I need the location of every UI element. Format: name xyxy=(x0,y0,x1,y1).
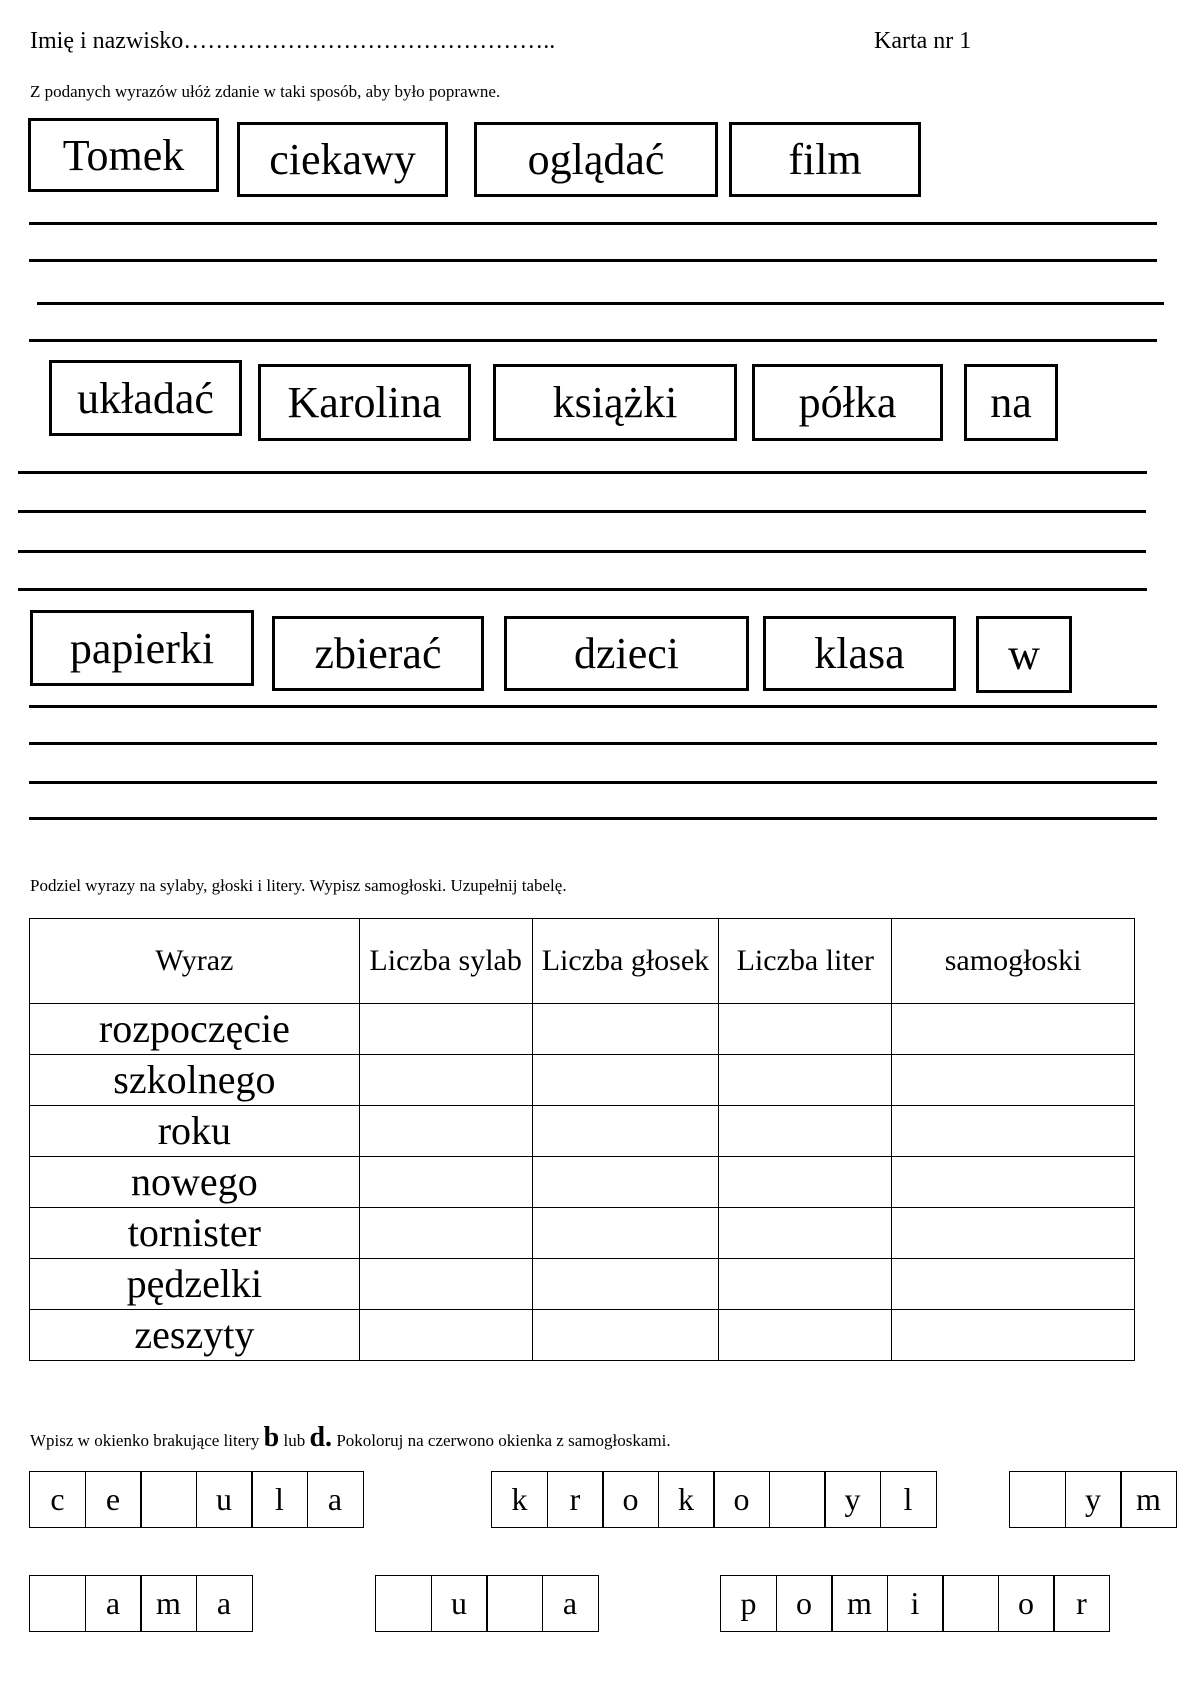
answer-cell[interactable] xyxy=(532,1259,719,1310)
column-header-phonemes: Liczba głosek xyxy=(532,919,719,1004)
letter-cell: o xyxy=(713,1471,770,1528)
card-number: Karta nr 1 xyxy=(874,28,972,54)
word-box: w xyxy=(976,616,1072,693)
table-row xyxy=(30,1310,1135,1361)
word-cell: zeszyty xyxy=(30,1310,360,1361)
letter-cell: a xyxy=(542,1575,599,1632)
word-box: ciekawy xyxy=(237,122,448,197)
writing-line xyxy=(18,471,1147,474)
answer-cell[interactable] xyxy=(892,1310,1135,1361)
answer-cell[interactable] xyxy=(359,1310,532,1361)
letter-cell: a xyxy=(196,1575,253,1632)
blank-letter-cell[interactable] xyxy=(140,1471,197,1528)
table-row xyxy=(30,1055,1135,1106)
writing-line xyxy=(29,742,1157,745)
letter-row xyxy=(720,1575,1110,1632)
table-row xyxy=(30,1157,1135,1208)
answer-cell[interactable] xyxy=(719,1004,892,1055)
letter-cell: p xyxy=(720,1575,777,1632)
answer-cell[interactable] xyxy=(719,1157,892,1208)
word-box: klasa xyxy=(763,616,956,691)
word-box: układać xyxy=(49,360,242,436)
letter-cell: r xyxy=(1053,1575,1110,1632)
word-box: Karolina xyxy=(258,364,471,441)
task2-instruction: Podziel wyrazy na sylaby, głoski i litery. Wypisz samogłoski. Uzupełnij tabelę. xyxy=(30,876,567,895)
letter-cell: m xyxy=(831,1575,888,1632)
word-box: dzieci xyxy=(504,616,749,691)
letter-b: b xyxy=(263,1422,280,1453)
answer-cell[interactable] xyxy=(359,1055,532,1106)
letter-cell: k xyxy=(658,1471,715,1528)
writing-line xyxy=(29,259,1157,262)
writing-line xyxy=(29,222,1157,225)
writing-line xyxy=(29,781,1157,784)
word-cell: pędzelki xyxy=(30,1259,360,1310)
letter-cell: o xyxy=(776,1575,833,1632)
writing-line xyxy=(29,339,1157,342)
task3-instruction-text: lub xyxy=(279,1431,310,1450)
letter-cell: m xyxy=(140,1575,197,1632)
answer-cell[interactable] xyxy=(532,1055,719,1106)
answer-cell[interactable] xyxy=(719,1259,892,1310)
column-header-vowels: samogłoski xyxy=(892,919,1135,1004)
letter-cell: i xyxy=(887,1575,944,1632)
word-box: półka xyxy=(752,364,943,441)
blank-letter-cell[interactable] xyxy=(1009,1471,1066,1528)
letter-cell: e xyxy=(85,1471,142,1528)
letter-cell: a xyxy=(85,1575,142,1632)
letter-row xyxy=(29,1575,253,1632)
answer-cell[interactable] xyxy=(359,1106,532,1157)
letter-cell: o xyxy=(998,1575,1055,1632)
letter-row xyxy=(375,1575,599,1632)
answer-cell[interactable] xyxy=(719,1055,892,1106)
letter-cell: c xyxy=(29,1471,86,1528)
word-box: Tomek xyxy=(28,118,219,192)
word-box: zbierać xyxy=(272,616,484,691)
blank-letter-cell[interactable] xyxy=(942,1575,999,1632)
answer-cell[interactable] xyxy=(719,1208,892,1259)
answer-cell[interactable] xyxy=(532,1208,719,1259)
task1-instruction: Z podanych wyrazów ułóż zdanie w taki sposób, aby było poprawne. xyxy=(30,82,501,101)
writing-line xyxy=(18,588,1147,591)
blank-letter-cell[interactable] xyxy=(769,1471,826,1528)
letter-cell: o xyxy=(602,1471,659,1528)
blank-letter-cell[interactable] xyxy=(29,1575,86,1632)
column-header-letters: Liczba liter xyxy=(719,919,892,1004)
writing-line xyxy=(29,705,1157,708)
letter-cell: y xyxy=(1065,1471,1122,1528)
word-cell: roku xyxy=(30,1106,360,1157)
answer-cell[interactable] xyxy=(892,1055,1135,1106)
blank-letter-cell[interactable] xyxy=(486,1575,543,1632)
word-cell: szkolnego xyxy=(30,1055,360,1106)
task3-instruction-text: Wpisz w okienko brakujące litery xyxy=(30,1431,264,1450)
writing-line xyxy=(18,510,1146,513)
name-field-label: Imię i nazwisko……………………………………….. xyxy=(30,28,556,54)
answer-cell[interactable] xyxy=(719,1106,892,1157)
letter-cell: u xyxy=(196,1471,253,1528)
word-cell: nowego xyxy=(30,1157,360,1208)
answer-cell[interactable] xyxy=(532,1004,719,1055)
letter-cell: l xyxy=(880,1471,937,1528)
writing-line xyxy=(18,550,1146,553)
writing-line xyxy=(37,302,1164,305)
letter-cell: r xyxy=(547,1471,604,1528)
worksheet-header xyxy=(30,28,1170,64)
answer-cell[interactable] xyxy=(892,1259,1135,1310)
letter-cell: u xyxy=(431,1575,488,1632)
letter-cell: y xyxy=(824,1471,881,1528)
writing-line xyxy=(29,817,1157,820)
table-row xyxy=(30,1106,1135,1157)
word-box: książki xyxy=(493,364,737,441)
letter-cell: l xyxy=(251,1471,308,1528)
letter-row xyxy=(1009,1471,1177,1528)
table-row xyxy=(30,1208,1135,1259)
word-cell: tornister xyxy=(30,1208,360,1259)
letter-cell: m xyxy=(1120,1471,1177,1528)
answer-cell[interactable] xyxy=(892,1157,1135,1208)
answer-cell[interactable] xyxy=(532,1106,719,1157)
column-header-syllables: Liczba sylab xyxy=(359,919,532,1004)
task3-instruction-text: Pokoloruj na czerwono okienka z samogłoskami. xyxy=(332,1431,671,1450)
answer-cell[interactable] xyxy=(532,1157,719,1208)
answer-cell[interactable] xyxy=(359,1157,532,1208)
task3-instruction xyxy=(30,1422,671,1454)
answer-cell[interactable] xyxy=(892,1208,1135,1259)
word-box: film xyxy=(729,122,921,197)
answer-cell[interactable] xyxy=(892,1106,1135,1157)
answer-cell[interactable] xyxy=(359,1259,532,1310)
column-header-word: Wyraz xyxy=(30,919,360,1004)
letter-d: d. xyxy=(309,1422,333,1453)
answer-cell[interactable] xyxy=(719,1310,892,1361)
answer-cell[interactable] xyxy=(892,1004,1135,1055)
blank-letter-cell[interactable] xyxy=(375,1575,432,1632)
letter-row xyxy=(29,1471,364,1528)
letter-cell: a xyxy=(307,1471,364,1528)
letter-row xyxy=(491,1471,937,1528)
syllable-table xyxy=(29,918,1135,1361)
word-box: oglądać xyxy=(474,122,718,197)
answer-cell[interactable] xyxy=(359,1004,532,1055)
word-cell: rozpoczęcie xyxy=(30,1004,360,1055)
table-row xyxy=(30,1259,1135,1310)
word-box: na xyxy=(964,364,1058,441)
answer-cell[interactable] xyxy=(532,1310,719,1361)
answer-cell[interactable] xyxy=(359,1208,532,1259)
word-box: papierki xyxy=(30,610,254,686)
letter-cell: k xyxy=(491,1471,548,1528)
table-row xyxy=(30,1004,1135,1055)
